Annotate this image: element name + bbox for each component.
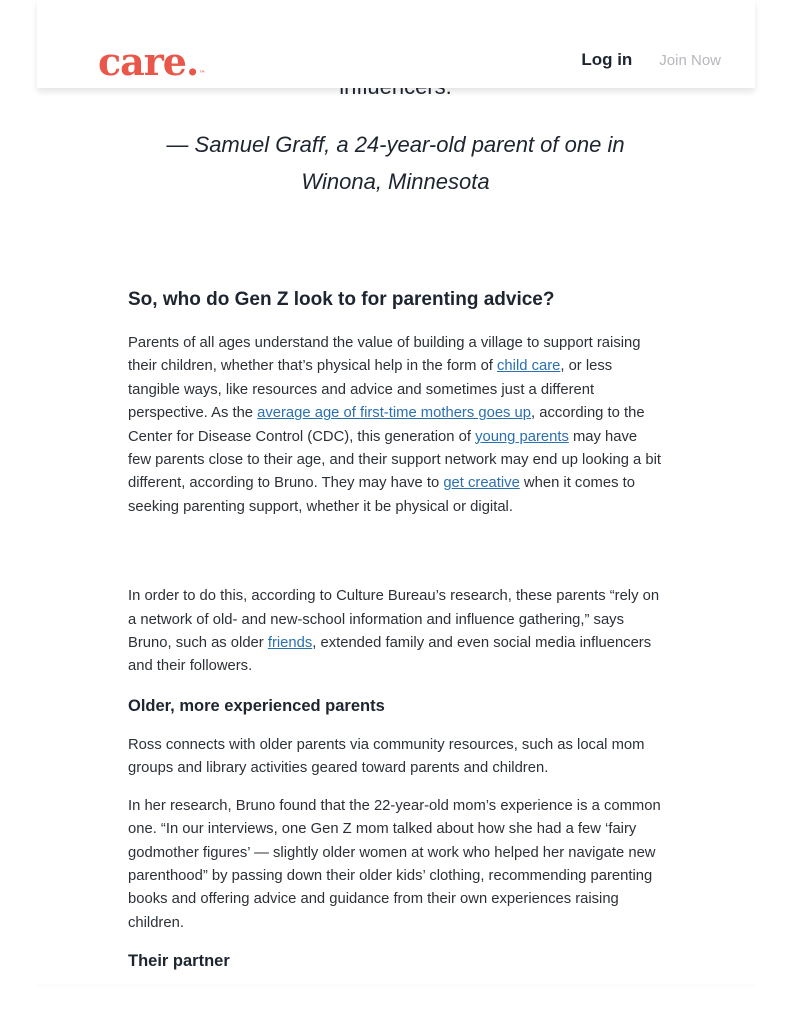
text-span: when it comes to seeking parenting support, whether it be physical or digital.	[128, 475, 635, 515]
young-parents-link[interactable]: young parents	[475, 428, 569, 445]
text-span: may have few parents close to their age, and their support network may end up looking a bit different, according to Bruno. They may have to	[128, 428, 661, 492]
friends-link[interactable]: friends	[267, 635, 313, 652]
quote-attribution-line-1: — Samuel Graff, a 24-year-old parent of one in	[166, 132, 625, 157]
text-span: , or less tangible ways, like resources and advice and sometimes just a different perspective. As the	[128, 358, 613, 422]
spacer	[128, 679, 664, 694]
quote-attribution-line-2: Winona, Minnesota	[301, 169, 490, 194]
text-span: Parents of all ages understand the value of building a village to support raising their children, whether that’s physical help in the form of	[128, 335, 641, 375]
site-header	[37, 0, 755, 88]
spacer	[128, 935, 664, 949]
paragraph-network	[128, 585, 664, 679]
care-logo[interactable]	[98, 40, 204, 96]
header-nav	[581, 50, 721, 70]
spacer	[128, 718, 664, 734]
join-now-link[interactable]: Join Now	[659, 51, 721, 69]
get-creative-link[interactable]: get creative	[443, 475, 520, 492]
text-span: , extended family and even social media influencers and their followers.	[128, 635, 652, 675]
login-link[interactable]: Log in	[581, 50, 633, 69]
paragraph-research: In her research, Bruno found that the 22-year-old mom’s experience is a common one. “In our interviews, one Gen Z mom talked about how she had a few ‘fairy godmother figures’ — slightly older women at work who helped her navigate new parenthood” by passing down their older kids’ clothing, recommending parenting books and offering advice and guidance from their own experiences raising children.	[128, 797, 661, 931]
article-body	[128, 286, 664, 973]
spacer	[128, 781, 664, 795]
subheading-partner: Their partner	[128, 952, 230, 971]
trademark-icon: ™	[199, 70, 205, 77]
footer-divider	[37, 984, 755, 990]
spacer	[128, 519, 664, 585]
text-span: In order to do this, according to Culture Bureau’s research, these parents “rely on a network of old- and new-school information and influence gathering,” says Bruno, such as older	[128, 588, 660, 652]
quote-attribution	[140, 126, 651, 200]
average-age-link[interactable]: average age of first-time mothers goes up	[257, 405, 532, 422]
paragraph-village	[128, 332, 664, 519]
logo-text: care.	[98, 39, 199, 84]
child-care-link[interactable]: child care	[497, 358, 561, 375]
paragraph-community: Ross connects with older parents via community resources, such as local mom groups and library activities geared toward parents and children.	[128, 736, 645, 777]
section-heading: So, who do Gen Z look to for parenting advice?	[128, 289, 555, 310]
text-span: , according to the Center for Disease Control (CDC), this generation of	[128, 405, 645, 445]
subheading-older-parents: Older, more experienced parents	[128, 696, 385, 715]
